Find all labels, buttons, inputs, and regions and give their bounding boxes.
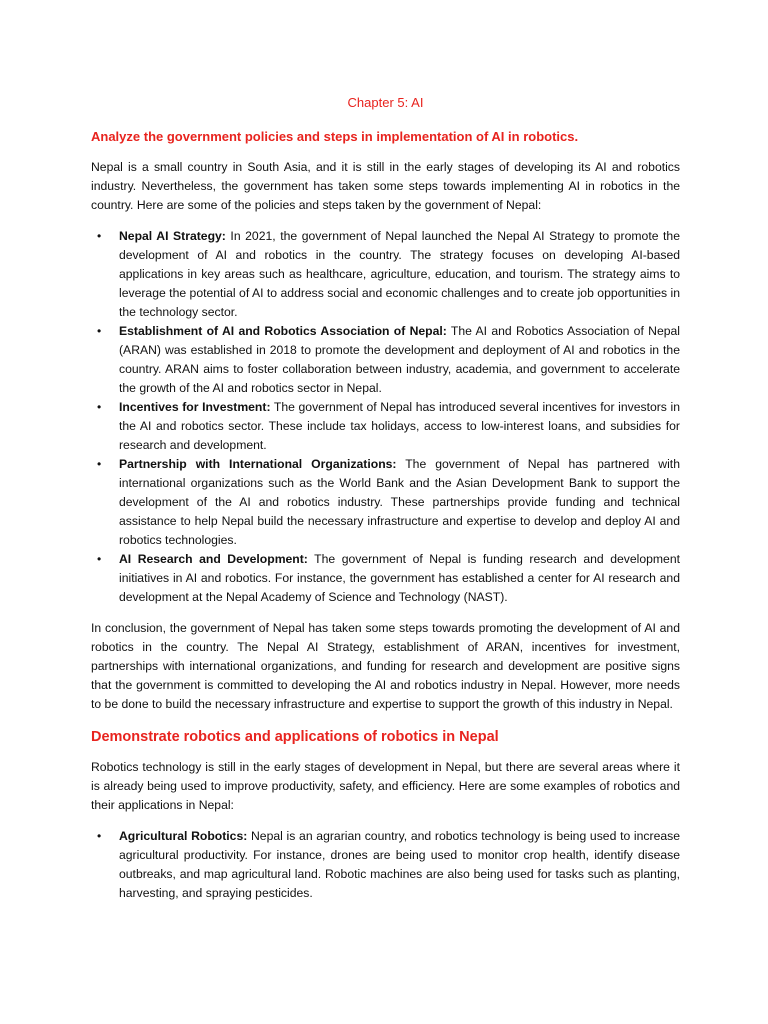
bullet-icon: • (97, 324, 102, 338)
section1-conclusion: In conclusion, the government of Nepal has taken some steps towards promoting the development of AI and robotics in the country. The Nepal AI Strategy, establishment of ARAN, incentives for investment, partnerships with international organizations, and funding for research and development are positive signs that the government is committed to developing the AI and robotics industry in Nepal. However, more needs to be done to build the necessary infrastructure and expertise to support the growth of this industry in Nepal. (91, 621, 680, 711)
bullet-text: Nepal is an agrarian country, and robotics technology is being used to increase agricultural productivity. For instance, drones are being used to monitor crop health, identify disease outbreaks, and map agricultural land. Robotic machines are also being used for tasks such as planting, harvesting, and spraying pesticides. (119, 829, 680, 900)
bullet-icon: • (97, 829, 102, 843)
bullet-term: Partnership with International Organizations: (119, 457, 397, 471)
bullet-term: Incentives for Investment: (119, 400, 271, 414)
list-item (91, 322, 680, 398)
list-item (91, 455, 680, 550)
bullet-icon: • (97, 457, 102, 471)
bullet-term: Nepal AI Strategy: (119, 229, 226, 243)
bullet-icon: • (97, 552, 102, 566)
bullet-term: Establishment of AI and Robotics Association of Nepal: (119, 324, 447, 338)
bullet-text: In 2021, the government of Nepal launched the Nepal AI Strategy to promote the development of AI and robotics in the country. The strategy focuses on developing AI-based applications in key areas such as healthcare, agriculture, education, and tourism. The strategy aims to leverage the potential of AI to address social and economic challenges and to create job opportunities in the technology sector. (119, 229, 680, 319)
bullet-text: The government of Nepal is funding research and development initiatives in AI and robotics. For instance, the government has established a center for AI research and development at the Nepal Academy of Science and Technology (NAST). (119, 552, 680, 604)
section2-heading: Demonstrate robotics and applications of robotics in Nepal (91, 729, 499, 745)
bullet-icon: • (97, 400, 102, 414)
section2-intro: Robotics technology is still in the early stages of development in Nepal, but there are several areas where it is already being used to improve productivity, safety, and efficiency. Here are some examples of robotics and their applications in Nepal: (91, 760, 680, 812)
list-item (91, 227, 680, 322)
list-item (91, 827, 680, 903)
section1-bullet-list (91, 227, 680, 607)
bullet-text: The government of Nepal has partnered with international organizations such as the World Bank and the Asian Development Bank to support the development of the AI and robotics industry. These partnerships provide funding and technical assistance to help Nepal build the necessary infrastructure and expertise to develop and deploy AI and robotics technologies. (119, 457, 680, 547)
bullet-term: AI Research and Development: (119, 552, 308, 566)
bullet-term: Agricultural Robotics: (119, 829, 248, 843)
section1-heading: Analyze the government policies and steps in implementation of AI in robotics. (91, 129, 579, 144)
bullet-text: The AI and Robotics Association of Nepal (ARAN) was established in 2018 to promote the development and deployment of AI and robotics in the country. ARAN aims to foster collaboration between industry, academia, and government to accelerate the growth of the AI and robotics sector in Nepal. (119, 324, 680, 395)
list-item (91, 550, 680, 607)
chapter-title: Chapter 5: AI (347, 95, 424, 110)
list-item (91, 398, 680, 455)
bullet-text: The government of Nepal has introduced several incentives for investors in the AI and robotics sector. These include tax holidays, access to low-interest loans, and subsidies for research and development. (119, 400, 680, 452)
bullet-icon: • (97, 229, 102, 243)
section1-intro: Nepal is a small country in South Asia, and it is still in the early stages of developing its AI and robotics industry. Nevertheless, the government has taken some steps towards implementing AI in robotics in the country. Here are some of the policies and steps taken by the government of Nepal: (91, 160, 680, 212)
section2-bullet-list (91, 827, 680, 903)
